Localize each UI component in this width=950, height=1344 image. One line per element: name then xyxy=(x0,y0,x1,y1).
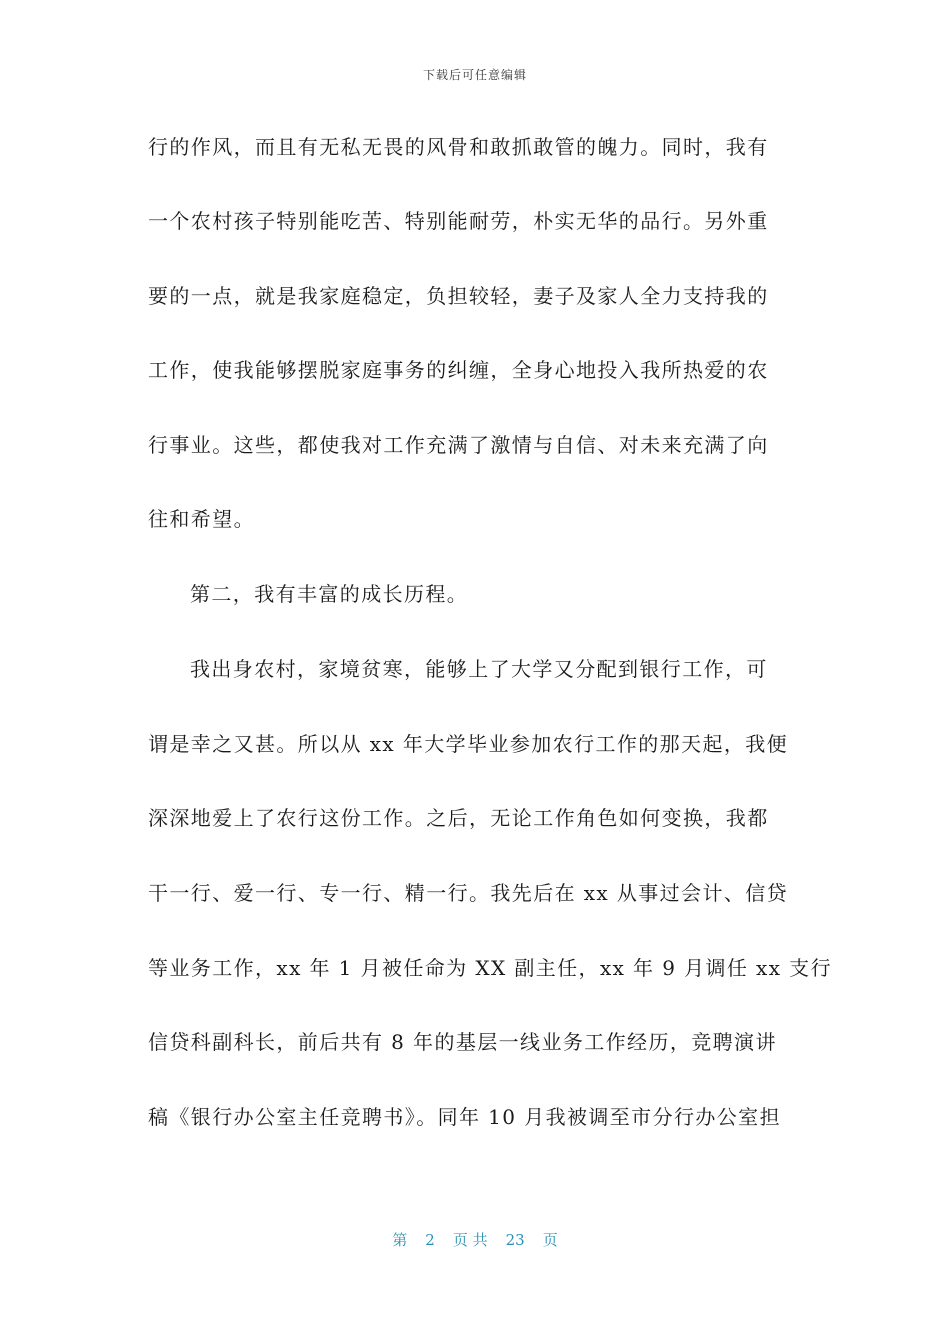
text-line: 行的作风，而且有无私无畏的风骨和敢抓敢管的魄力。同时，我有 xyxy=(148,135,769,159)
page-footer xyxy=(0,1229,950,1250)
footer-total-pages: 23 xyxy=(505,1231,525,1249)
footer-suffix: 页 xyxy=(542,1231,558,1249)
text-line: 往和希望。 xyxy=(148,507,255,531)
text-line: 等业务工作，xx 年 1 月被任命为 XX 副主任，xx 年 9 月调任 xx 支行 xyxy=(148,956,832,980)
page-header-note: 下载后可任意编辑 xyxy=(422,68,527,82)
text-line: 行事业。这些，都使我对工作充满了激情与自信、对未来充满了向 xyxy=(148,433,769,457)
text-line: 干一行、爱一行、专一行、精一行。我先后在 xx 从事过会计、信贷 xyxy=(148,881,789,905)
text-line: 谓是幸之又甚。所以从 xx 年大学毕业参加农行工作的那天起，我便 xyxy=(148,732,789,756)
footer-prefix: 第 xyxy=(392,1231,408,1249)
footer-page-number: 2 xyxy=(425,1231,435,1249)
text-line: 信贷科副科长，前后共有 8 年的基层一线业务工作经历，竞聘演讲 xyxy=(148,1030,777,1054)
section-heading: 第二，我有丰富的成长历程。 xyxy=(190,582,469,606)
text-line: 一个农村孩子特别能吃苦、特别能耐劳，朴实无华的品行。另外重 xyxy=(148,209,769,233)
text-line: 稿《银行办公室主任竞聘书》。同年 10 月我被调至市分行办公室担 xyxy=(148,1105,781,1129)
text-line: 要的一点，就是我家庭稳定，负担较轻，妻子及家人全力支持我的 xyxy=(148,284,769,308)
footer-middle: 页 共 xyxy=(452,1231,488,1249)
text-line: 工作，使我能够摆脱家庭事务的纠缠，全身心地投入我所热爱的农 xyxy=(148,358,769,382)
text-line: 我出身农村，家境贫寒，能够上了大学又分配到银行工作，可 xyxy=(190,657,768,681)
text-line: 深深地爱上了农行这份工作。之后，无论工作角色如何变换，我都 xyxy=(148,806,769,830)
